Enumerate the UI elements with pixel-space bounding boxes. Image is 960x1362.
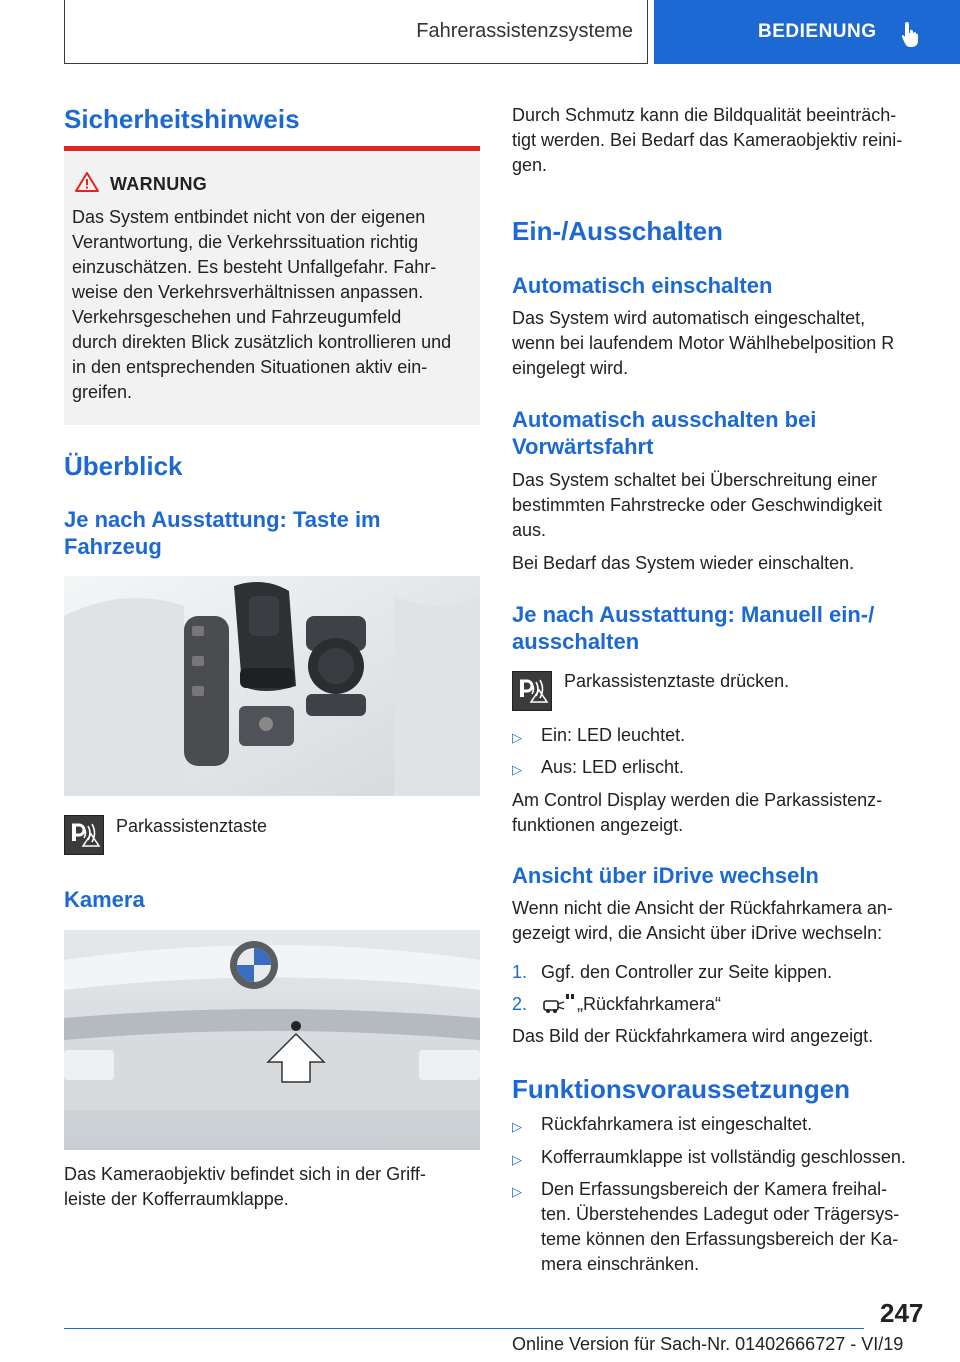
list-item: ▷ Ein: LED leuchtet.	[512, 723, 928, 748]
footer-rule	[64, 1328, 864, 1329]
list-item: ▷ Kofferraumklappe ist vollständig geschlossen.	[512, 1145, 932, 1170]
auto-on-l2: wenn bei laufendem Motor Wählhebelposition R	[512, 333, 895, 353]
warning-line: durch direkten Blick zusätzlich kontrollieren und	[72, 332, 452, 352]
manual-press-text: Parkassistenztaste drücken.	[564, 671, 790, 691]
heading-camera: Kamera	[64, 887, 145, 912]
park-assist-button-icon	[64, 815, 104, 855]
heading-manual-l1: Je nach Ausstattung: Manuell ein-/	[512, 602, 875, 627]
list-item: ▷ Aus: LED erlischt.	[512, 755, 928, 780]
warning-line: einzuschätzen. Es besteht Unfallgefahr. Fahr-	[72, 257, 437, 277]
heading-auto-off-l2: Vorwärtsfahrt	[512, 434, 654, 459]
intro-l3: gen.	[512, 155, 548, 175]
heading-safety: Sicherheitshinweis	[64, 104, 300, 134]
warning-triangle-icon	[74, 171, 100, 193]
heading-button-l1: Je nach Ausstattung: Taste im	[64, 507, 381, 532]
warning-title: WARNUNG	[110, 174, 208, 194]
heading-overview: Überblick	[64, 451, 183, 481]
auto-off-l4: Bei Bedarf das System wieder einschalten.	[512, 553, 855, 573]
heading-idrive: Ansicht über iDrive wechseln	[512, 863, 819, 888]
trunk-camera-image	[64, 930, 480, 1150]
park-assist-button-icon	[512, 671, 552, 711]
section-title: Fahrerassistenzsysteme	[416, 20, 633, 42]
header-chapter-tab	[654, 0, 960, 64]
warning-line: Verkehrsgeschehen und Fahrzeugumfeld	[72, 307, 402, 327]
warning-line: greifen.	[72, 382, 133, 402]
auto-off-l1: Das System schaltet bei Überschreitung einer	[512, 470, 878, 490]
chapter-title: BEDIENUNG	[758, 21, 877, 42]
camera-text-l2: leiste der Kofferraumklappe.	[64, 1189, 289, 1209]
idrive-l1: Wenn nicht die Ansicht der Rückfahrkamera an-	[512, 898, 893, 918]
list-item: ▷ Den Erfassungsbereich der Kamera freihal- ten. Überstehendes Ladegut oder Trägersys- teme können den Erfassungsbereich der Ka- mera einschränken.	[512, 1179, 900, 1274]
bullet-triangle-icon: ▷	[512, 762, 522, 777]
auto-off-l3: aus.	[512, 520, 547, 540]
idrive-result: Das Bild der Rückfahrkamera wird angezeigt.	[512, 1026, 874, 1046]
center-console-image	[64, 576, 480, 796]
auto-off-l2: bestimmten Fahrstrecke oder Geschwindigkeit	[512, 495, 883, 515]
list-item: ▷ Rückfahrkamera ist eingeschaltet.	[512, 1112, 928, 1137]
bullet-triangle-icon: ▷	[512, 730, 522, 745]
heading-button-l2: Fahrzeug	[64, 534, 162, 559]
auto-on-l3: eingelegt wird.	[512, 358, 629, 378]
warning-line: Das System entbindet nicht von der eigenen	[72, 207, 426, 227]
bullet-triangle-icon: ▷	[512, 1152, 522, 1167]
page-number: 247	[880, 1298, 924, 1328]
bullet-triangle-icon: ▷	[512, 1184, 522, 1199]
warning-line: in den entsprechenden Situationen aktiv ein-	[72, 357, 428, 377]
auto-on-l1: Das System wird automatisch eingeschaltet,	[512, 308, 866, 328]
warning-text	[72, 205, 451, 405]
heading-prerequisites: Funktionsvoraussetzungen	[512, 1074, 851, 1104]
heading-auto-off-l1: Automatisch ausschalten bei	[512, 407, 817, 432]
rear-camera-icon	[542, 992, 576, 1014]
intro-l1: Durch Schmutz kann die Bildqualität beeinträch-	[512, 105, 897, 125]
heading-manual-l2: ausschalten	[512, 629, 640, 654]
warning-line: weise den Verkehrsverhältnissen anpassen.	[72, 282, 424, 302]
heading-auto-on: Automatisch einschalten	[512, 273, 773, 298]
footer-online-version: Online Version für Sach-Nr. 01402666727 - VI/19	[512, 1334, 904, 1354]
display-l2: funktionen angezeigt.	[512, 815, 684, 835]
list-item: 1. Ggf. den Controller zur Seite kippen.	[512, 962, 833, 982]
camera-text-l1: Das Kameraobjektiv befindet sich in der Griff-	[64, 1164, 426, 1184]
idrive-l2: gezeigt wird, die Ansicht über iDrive wechseln:	[512, 923, 883, 943]
button-caption: Parkassistenztaste	[116, 816, 268, 836]
heading-onoff: Ein-/Ausschalten	[512, 216, 723, 246]
display-l1: Am Control Display werden die Parkassistenz-	[512, 790, 883, 810]
bullet-triangle-icon: ▷	[512, 1119, 522, 1134]
warning-line: Verantwortung, die Verkehrssituation richtig	[72, 232, 419, 252]
intro-l2: tigt werden. Bei Bedarf das Kameraobjektiv reini-	[512, 130, 903, 150]
header-section-tab	[64, 0, 648, 64]
hand-pointer-icon	[900, 20, 924, 48]
